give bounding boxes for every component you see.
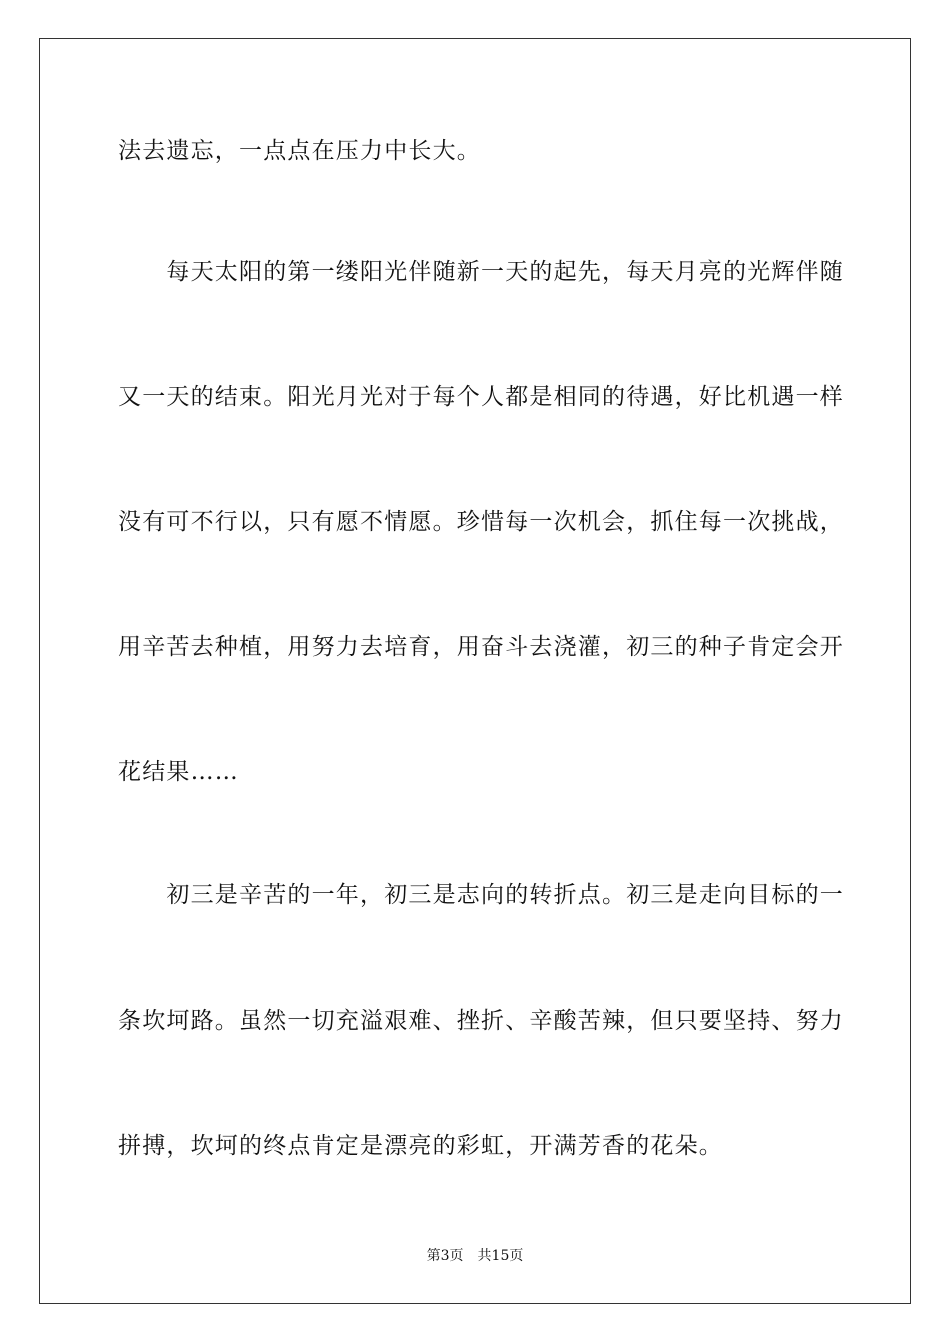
- body-text-line: 法去遗忘，一点点在压力中长大。: [118, 138, 481, 164]
- body-text-line: 又一天的结束。阳光月光对于每个人都是相同的待遇，好比机遇一样: [118, 384, 844, 410]
- page-border: [39, 38, 911, 1304]
- body-text-line: 条坎坷路。虽然一切充溢艰难、挫折、辛酸苦辣，但只要坚持、努力: [118, 1008, 844, 1034]
- body-text-line: 用辛苦去种植，用努力去培育，用奋斗去浇灌，初三的种子肯定会开: [118, 634, 844, 660]
- body-text-line: 没有可不行以，只有愿不情愿。珍惜每一次机会，抓住每一次挑战，: [118, 509, 844, 535]
- page-number-footer: 第3页 共15页: [426, 1248, 524, 1264]
- body-text-line: 初三是辛苦的一年，初三是志向的转折点。初三是走向目标的一: [118, 882, 844, 908]
- body-text-line: 花结果……: [118, 759, 239, 785]
- body-text-line: 拼搏，坎坷的终点肯定是漂亮的彩虹，开满芳香的花朵。: [118, 1133, 723, 1159]
- body-text-line: 每天太阳的第一缕阳光伴随新一天的起先，每天月亮的光辉伴随: [118, 259, 844, 285]
